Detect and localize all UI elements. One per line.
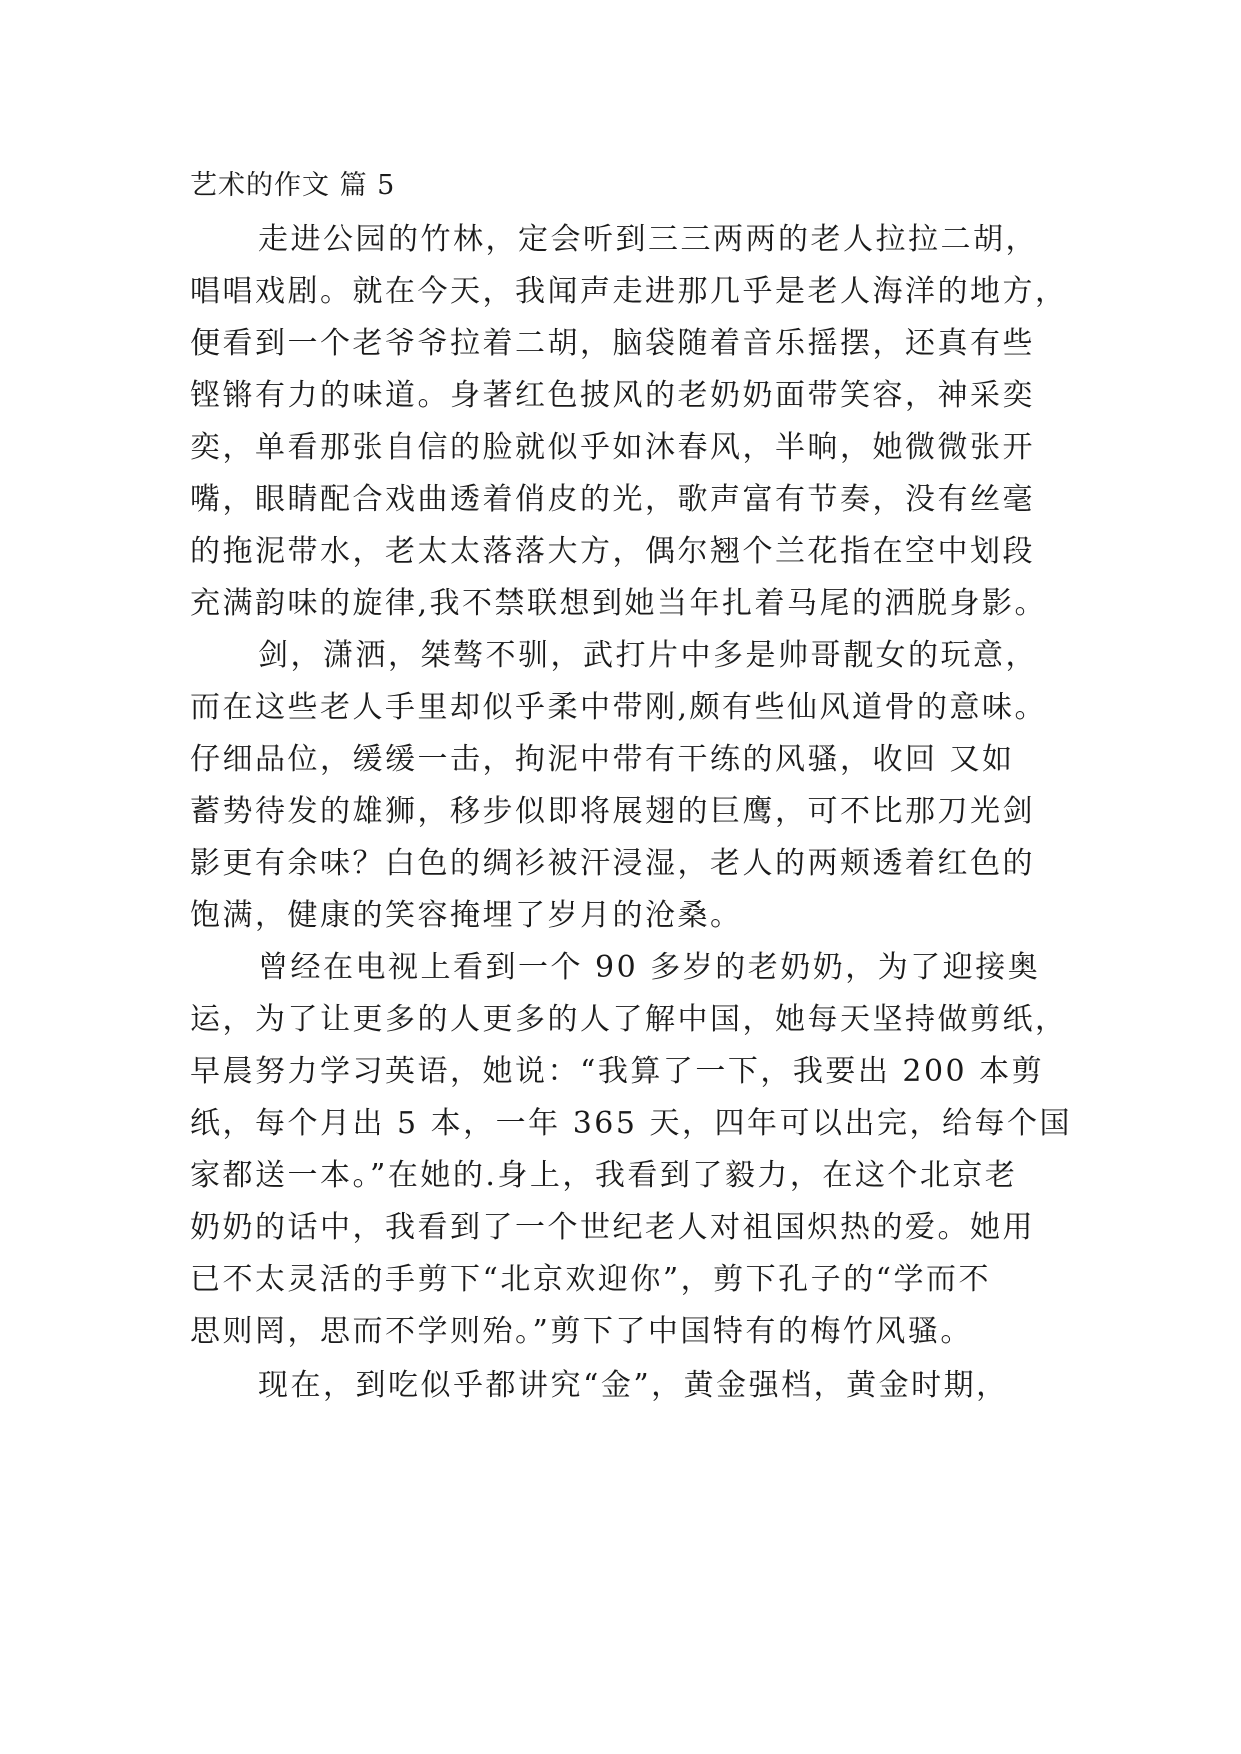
paragraph-line: 的拖泥带水，老太太落落大方，偶尔翘个兰花指在空中划段 xyxy=(190,534,1035,569)
paragraph-line: 剑，潇洒，桀骜不驯，武打片中多是帅哥靓女的玩意， xyxy=(258,638,1038,673)
paragraph-line: 曾经在电视上看到一个 90 多岁的老奶奶，为了迎接奥 xyxy=(258,950,1041,985)
paragraph-line: 唱唱戏剧。就在今天，我闻声走进那几乎是老人海洋的地方， xyxy=(190,274,1068,309)
paragraph-line: 铿锵有力的味道。身著红色披风的老奶奶面带笑容，神采奕 xyxy=(190,378,1035,413)
paragraph-line: 奕，单看那张自信的脸就似乎如沐春风，半晌，她微微张开 xyxy=(190,430,1035,465)
paragraph-line: 嘴，眼睛配合戏曲透着俏皮的光，歌声富有节奏，没有丝毫 xyxy=(190,482,1035,517)
paragraph-line: 已不太灵活的手剪下“北京欢迎你”，剪下孔子的“学而不 xyxy=(190,1262,992,1297)
document-title: 艺术的作文 篇 5 xyxy=(190,170,396,201)
paragraph-line: 早晨努力学习英语，她说：“我算了一下，我要出 200 本剪 xyxy=(190,1054,1045,1089)
paragraph-line: 家都送一本。”在她的.身上，我看到了毅力，在这个北京老 xyxy=(190,1158,1018,1193)
paragraph-line: 蓄势待发的雄狮，移步似即将展翅的巨鹰，可不比那刀光剑 xyxy=(190,794,1035,829)
paragraph-line: 饱满，健康的笑容掩埋了岁月的沧桑。 xyxy=(190,898,743,933)
paragraph-line: 现在，到吃似乎都讲究“金”，黄金强档，黄金时期， xyxy=(258,1368,1009,1403)
paragraph-line: 走进公园的竹林，定会听到三三两两的老人拉拉二胡， xyxy=(258,222,1038,257)
paragraph-line: 运，为了让更多的人更多的人了解中国，她每天坚持做剪纸， xyxy=(190,1002,1068,1037)
paragraph-line: 而在这些老人手里却似乎柔中带刚,颇有些仙风道骨的意味。 xyxy=(190,690,1048,725)
paragraph-line: 奶奶的话中，我看到了一个世纪老人对祖国炽热的爱。她用 xyxy=(190,1210,1035,1245)
paragraph-line: 纸，每个月出 5 本，一年 365 天，四年可以出完，给每个国 xyxy=(190,1106,1072,1141)
paragraph-line: 仔细品位，缓缓一击，拘泥中带有干练的风骚，收回 又如 xyxy=(190,742,1015,777)
paragraph-line: 充满韵味的旋律,我不禁联想到她当年扎着马尾的洒脱身影。 xyxy=(190,586,1048,621)
paragraph-line: 影更有余味？白色的绸衫被汗浸湿，老人的两颊透着红色的 xyxy=(190,846,1035,881)
paragraph-line: 便看到一个老爷爷拉着二胡，脑袋随着音乐摇摆，还真有些 xyxy=(190,326,1035,361)
paragraph-line: 思则罔，思而不学则殆。”剪下了中国特有的梅竹风骚。 xyxy=(190,1314,973,1349)
